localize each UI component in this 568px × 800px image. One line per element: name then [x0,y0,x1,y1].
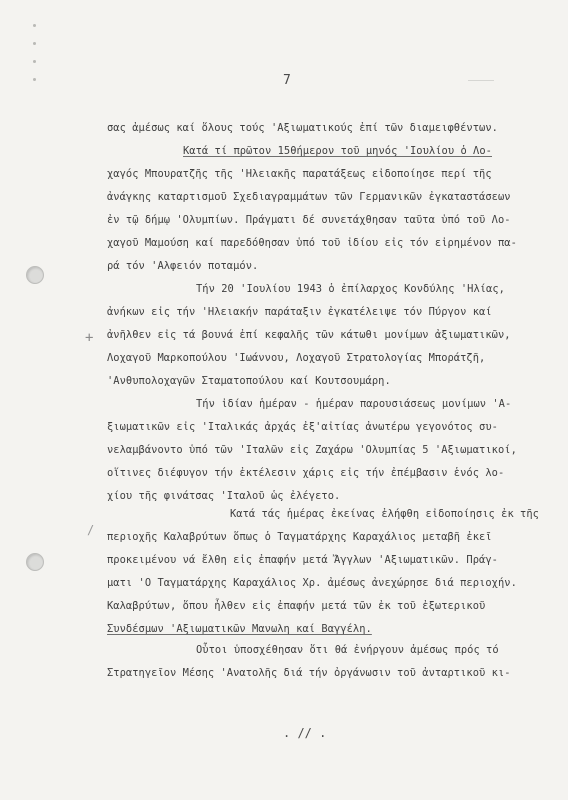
text-line: χαγός Μπουρατζῆς τῆς 'Ηλειακῆς παρατάξεως εἰδοποίησε περί τῆς [107,168,492,180]
margin-plus-mark: + [85,330,94,346]
text-line: ἐν τῷ δήμῳ 'Ολυμπίων. Πράγματι δέ συνετάχθησαν ταῦτα ὑπό τοῦ Λο- [107,214,511,226]
punch-hole-top [26,266,44,284]
text-line: περιοχῆς Καλαβρύτων ὅπως ὁ Ταγματάρχης Καραχάλιος μεταβῆ ἐκεῖ [107,531,492,543]
text-line: Τήν ἰδίαν ἡμέραν - ἡμέραν παρουσιάσεως μονίμων 'Α- [196,398,512,410]
text-line: σας ἀμέσως καί ὅλους τούς 'Αξιωματικούς ἐπί τῶν διαμειφθέντων. [107,122,498,134]
text-line: ἀνήκων εἰς τήν 'Ηλειακήν παράταξιν ἐγκατέλειψε τόν Πύργον καί [107,306,492,318]
text-line: ἀνῆλθεν εἰς τά βουνά ἐπί κεφαλῆς τῶν κάτωθι μονίμων ἀξιωματικῶν, [107,329,511,341]
text-line: Κατά τάς ἡμέρας ἐκείνας ἐλήφθη εἰδοποίησις ἐκ τῆς [230,508,539,520]
text-line: Συνδέσμων 'Αξιωματικῶν Μανωλη καί Βαγγέλη. [107,623,372,635]
margin-tick-mark: / [87,523,95,537]
page-end-mark: . // . [283,726,327,740]
margin-dot [33,24,36,27]
margin-dot [33,60,36,63]
text-line: νελαμβάνοντο ὑπό τῶν 'Ιταλῶν εἰς Ζαχάρω 'Ολυμπίας 5 'Αξιωματικοί, [107,444,517,456]
text-line: Λοχαγοῦ Μαρκοπούλου 'Ιωάννου, Λοχαγοῦ Στρατολογίας Μποράτζῆ, [107,352,486,364]
text-line: Κατά τί πρῶτον 15θήμερον τοῦ μηνός 'Ιουλίου ὁ Λο- [183,145,492,157]
text-line: Στρατηγεῖον Μέσης 'Ανατολῆς διά τήν ὀργάνωσιν τοῦ ἀνταρτικοῦ κι- [107,667,511,679]
margin-dot [33,78,36,81]
text-line: ρά τόν 'Αλφειόν ποταμόν. [107,260,259,272]
margin-dot [33,42,36,45]
text-line: ἀνάγκης καταρτισμοῦ Σχεδιαγραμμάτων τῶν Γερμανικῶν ἐγκαταστάσεων [107,191,511,203]
text-line: 'Ανθυπολοχαγῶν Σταματοπούλου καί Κουτσουμάρη. [107,375,391,387]
page-number: 7 [283,73,291,88]
corner-stamp-mark [468,68,494,81]
text-line: χαγοῦ Μαμούση καί παρεδόθησαν ὑπό τοῦ ἰδίου εἰς τόν εἰρημένον πα- [107,237,517,249]
text-line: ματι 'Ο Ταγματάρχης Καραχάλιος Χρ. ἀμέσως ἀνεχώρησε διά περιοχήν. [107,577,517,589]
text-line: ξιωματικῶν εἰς 'Ιταλικάς ἀρχάς ἐξ'αἰτίας ἀνωτέρω γεγονότος συ- [107,421,498,433]
text-line: Οὗτοι ὑποσχέθησαν ὅτι θά ἐνήργουν ἀμέσως πρός τό [196,644,499,656]
punch-hole-bottom [26,553,44,571]
text-line: προκειμένου νά ἔλθη εἰς ἐπαφήν μετά Ἄγγλων 'Αξιωματικῶν. Πράγ- [107,554,498,566]
text-line: χίου τῆς φινάτσας 'Ιταλοῦ ὡς ἐλέγετο. [107,490,341,502]
text-line: οἵτινες διέφυγον τήν ἐκτέλεσιν χάρις εἰς τήν ἐπέμβασιν ἑνός λο- [107,467,505,479]
text-line: Καλαβρύτων, ὅπου ἦλθεν εἰς ἐπαφήν μετά τῶν ἐκ τοῦ ἐξωτερικοῦ [107,600,486,612]
text-line: Τήν 20 'Ιουλίου 1943 ὁ ἐπίλαρχος Κονδύλης 'Ηλίας, [196,283,505,295]
